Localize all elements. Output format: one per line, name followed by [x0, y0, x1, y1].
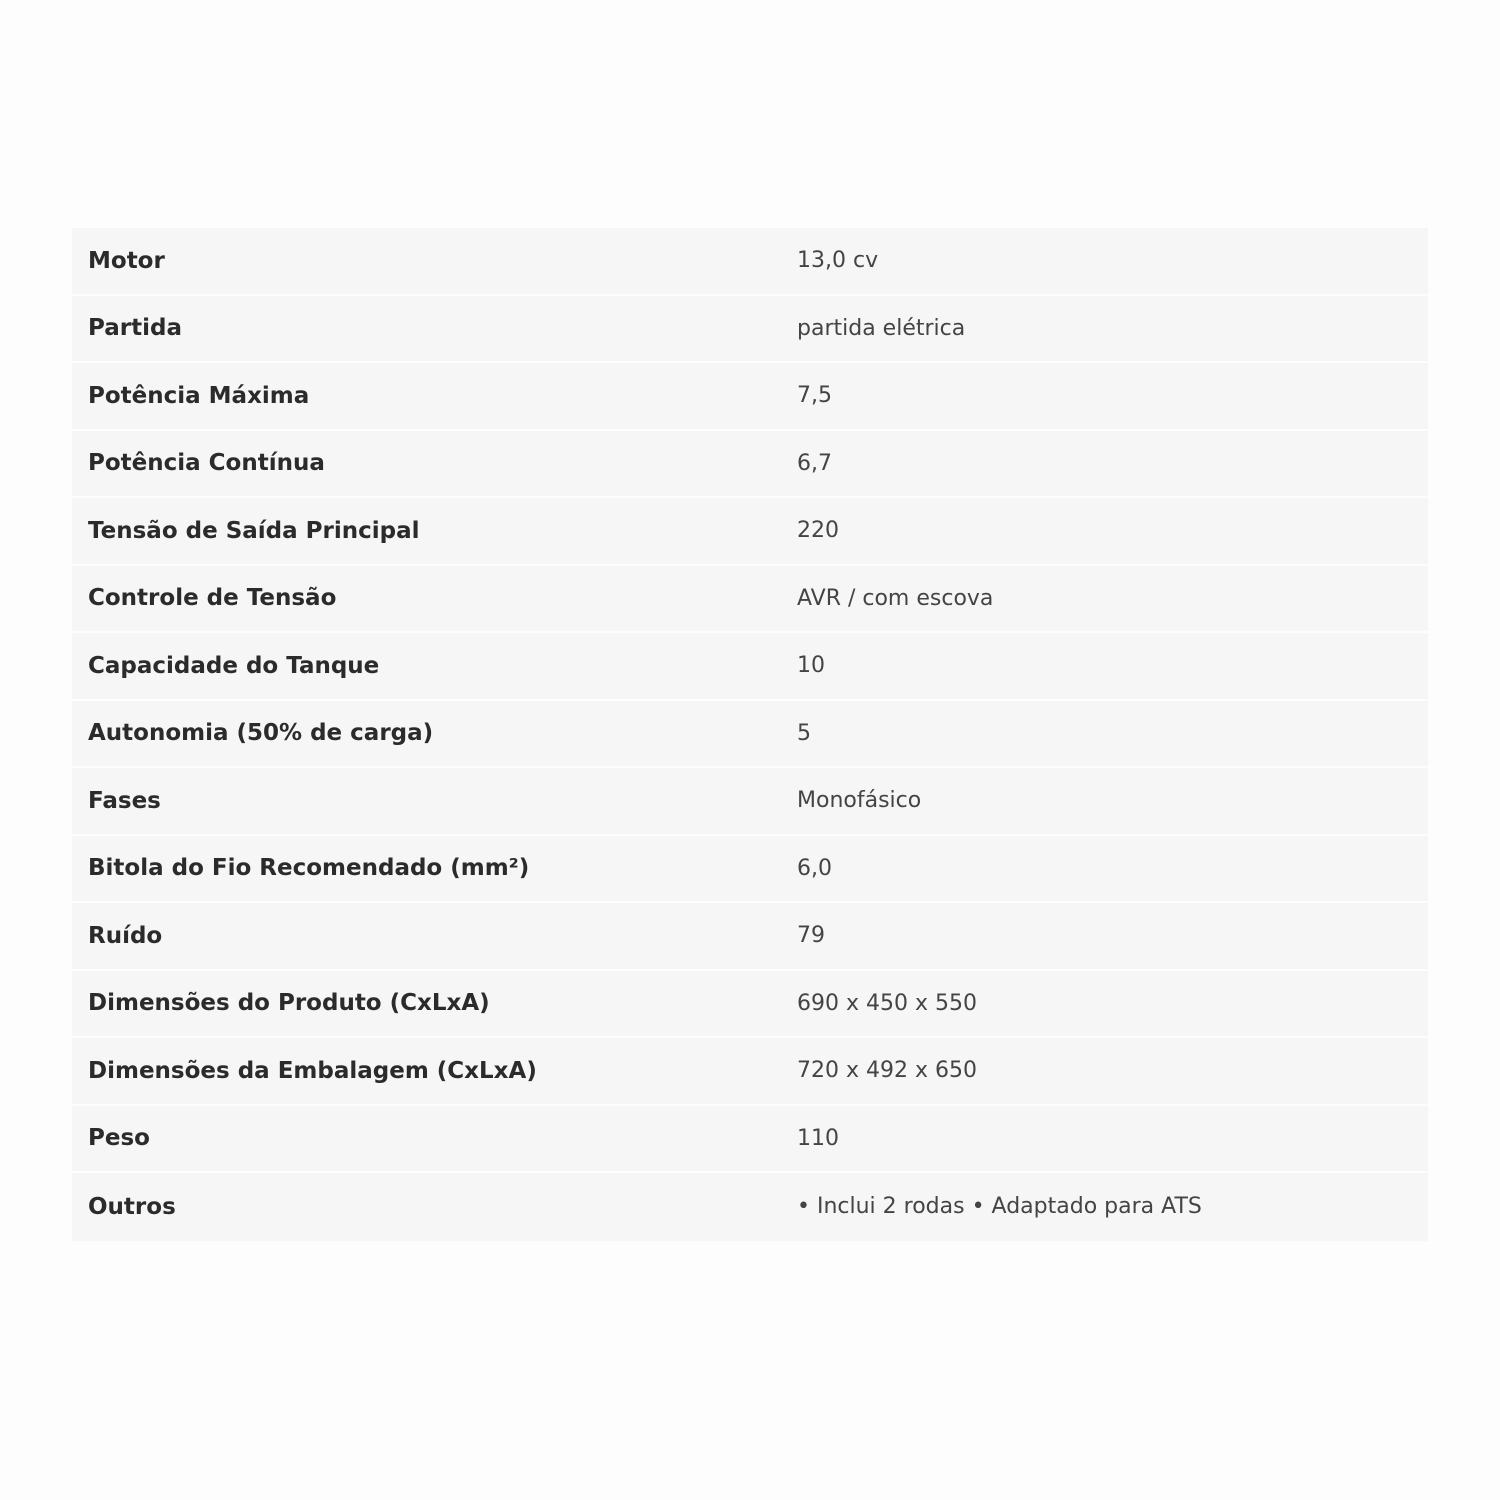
spec-label: Capacidade do Tanque — [72, 633, 797, 701]
spec-row-potencia-continua — [72, 431, 1428, 499]
spec-value: 10 — [797, 633, 1428, 701]
spec-value: 110 — [797, 1106, 1428, 1174]
spec-value: AVR / com escova — [797, 566, 1428, 634]
spec-row-outros — [72, 1173, 1428, 1241]
spec-value: 7,5 — [797, 363, 1428, 431]
spec-value: • Inclui 2 rodas • Adaptado para ATS — [797, 1194, 1202, 1220]
spec-row-autonomia — [72, 701, 1428, 769]
spec-label: Fases — [72, 768, 797, 836]
spec-label: Dimensões do Produto (CxLxA) — [72, 971, 797, 1039]
spec-value: 6,7 — [797, 431, 1428, 499]
spec-table — [72, 228, 1428, 1241]
spec-label: Autonomia (50% de carga) — [72, 701, 797, 769]
spec-row-motor — [72, 228, 1428, 296]
spec-value: 6,0 — [797, 836, 1428, 904]
spec-row-bitola-fio — [72, 836, 1428, 904]
spec-value: partida elétrica — [797, 296, 1428, 364]
spec-label: Dimensões da Embalagem (CxLxA) — [72, 1038, 797, 1106]
spec-label: Potência Máxima — [72, 363, 797, 431]
spec-label: Peso — [72, 1106, 797, 1174]
spec-value: 13,0 cv — [797, 228, 1428, 296]
spec-label: Motor — [72, 228, 797, 296]
spec-label: Bitola do Fio Recomendado (mm²) — [72, 836, 797, 904]
spec-value: Monofásico — [797, 768, 1428, 836]
spec-row-peso — [72, 1106, 1428, 1174]
spec-label: Tensão de Saída Principal — [72, 498, 797, 566]
spec-row-dimensoes-produto — [72, 971, 1428, 1039]
spec-value: 220 — [797, 498, 1428, 566]
spec-row-fases — [72, 768, 1428, 836]
spec-row-capacidade-tanque — [72, 633, 1428, 701]
spec-label: Outros — [88, 1193, 176, 1220]
spec-label: Controle de Tensão — [72, 566, 797, 634]
spec-value: 79 — [797, 903, 1428, 971]
spec-value: 720 x 492 x 650 — [797, 1038, 1428, 1106]
spec-row-partida — [72, 296, 1428, 364]
spec-row-controle-tensao — [72, 566, 1428, 634]
spec-row-tensao-saida — [72, 498, 1428, 566]
spec-label: Potência Contínua — [72, 431, 797, 499]
spec-row-dimensoes-embalagem — [72, 1038, 1428, 1106]
spec-label: Partida — [72, 296, 797, 364]
spec-value: 690 x 450 x 550 — [797, 971, 1428, 1039]
spec-label: Ruído — [72, 903, 797, 971]
spec-row-ruido — [72, 903, 1428, 971]
spec-value: 5 — [797, 701, 1428, 769]
spec-row-potencia-maxima — [72, 363, 1428, 431]
